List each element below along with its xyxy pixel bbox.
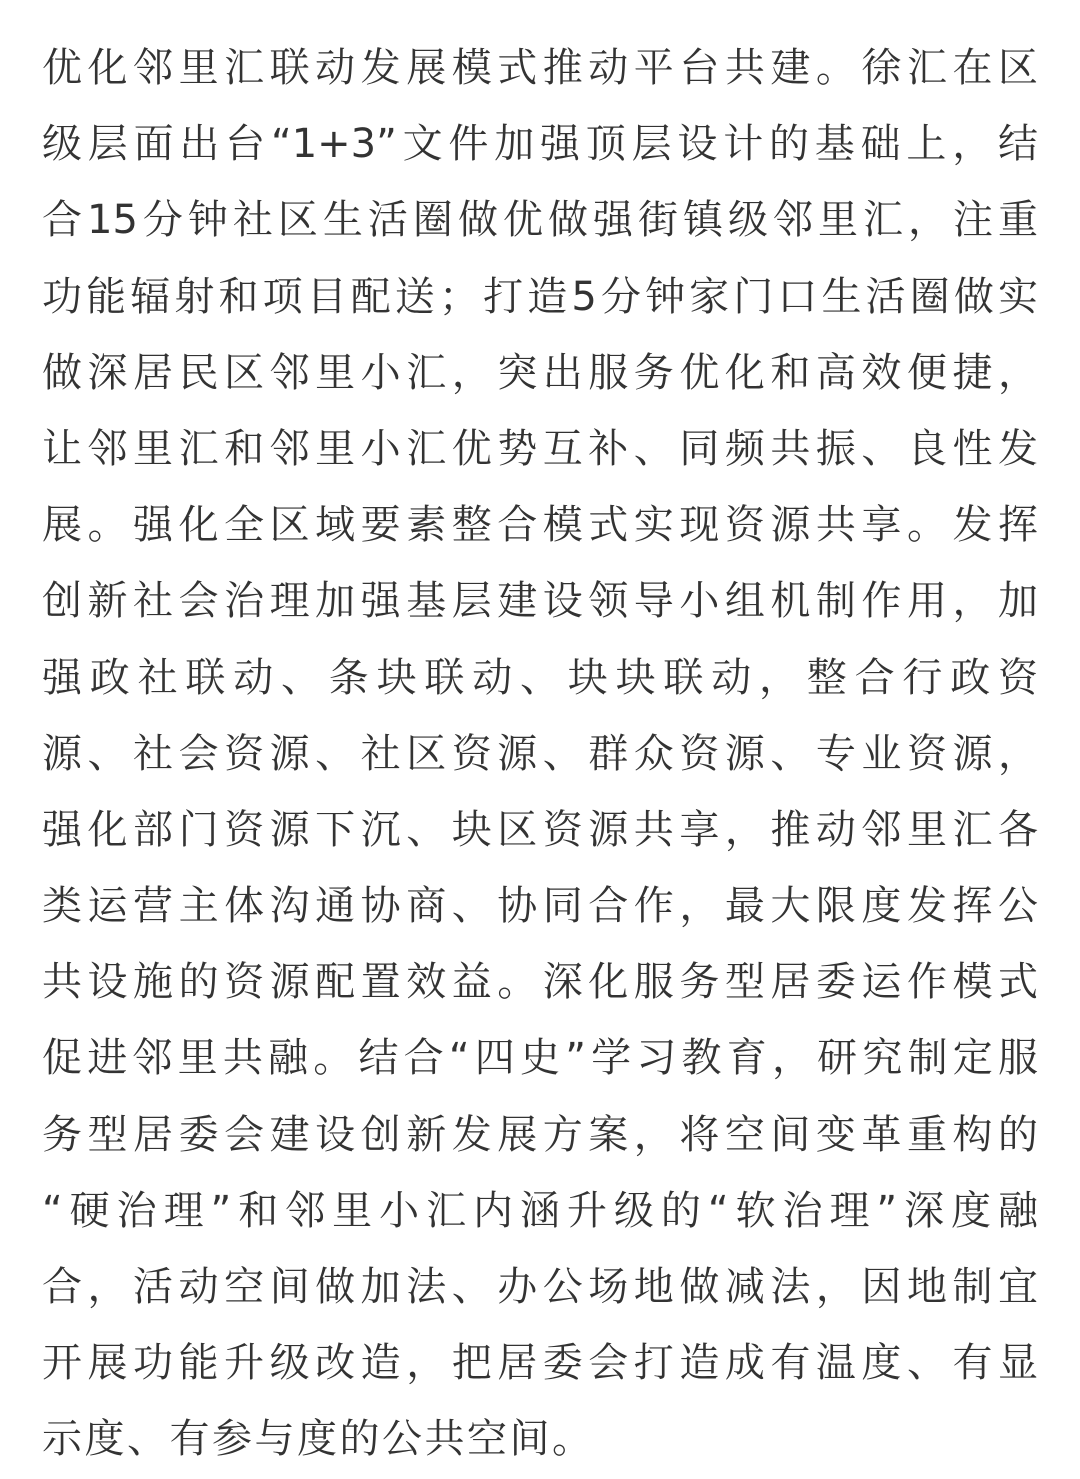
paragraph-line: 让邻里汇和邻里小汇优势互补、同频共振、良性发: [42, 425, 1038, 472]
paragraph-line: 合，活动空间做加法、办公场地做减法，因地制宜: [42, 1264, 1038, 1310]
paragraph-line: 展。强化全区域要素整合模式实现资源共享。发挥: [42, 502, 1038, 549]
paragraph-line: 优化邻里汇联动发展模式推动平台共建。徐汇在区: [42, 45, 1038, 91]
paragraph-line: 级层面出台“1+3”文件加强顶层设计的基础上，结: [42, 121, 1038, 168]
paragraph-line-last: 示度、有参与度的公共空间。: [42, 1416, 595, 1463]
paragraph-line: 促进邻里共融。结合“四史”学习教育，研究制定服: [42, 1035, 1038, 1082]
article-body: [42, 30, 1038, 1478]
paragraph-line: 开展功能升级改造，把居委会打造成有温度、有显: [42, 1340, 1038, 1387]
paragraph-line: 创新社会治理加强基层建设领导小组机制作用，加: [42, 578, 1038, 625]
paragraph-line: 强政社联动、条块联动、块块联动，整合行政资: [42, 654, 1038, 701]
paragraph-line: 强化部门资源下沉、块区资源共享，推动邻里汇各: [42, 806, 1038, 853]
paragraph-line: 类运营主体沟通协商、协同合作，最大限度发挥公: [42, 883, 1038, 930]
paragraph-line: 务型居委会建设创新发展方案，将空间变革重构的: [42, 1111, 1038, 1158]
paragraph-line: 源、社会资源、社区资源、群众资源、专业资源，: [42, 730, 1038, 777]
paragraph-line: 合15分钟社区生活圈做优做强街镇级邻里汇，注重: [42, 197, 1038, 244]
paragraph-line: 做深居民区邻里小汇，突出服务优化和高效便捷，: [42, 349, 1038, 396]
paragraph-line: 功能辐射和项目配送；打造5分钟家门口生活圈做实: [42, 273, 1038, 320]
paragraph-line: 共设施的资源配置效益。深化服务型居委运作模式: [42, 959, 1038, 1006]
paragraph-line: “硬治理”和邻里小汇内涵升级的“软治理”深度融: [42, 1187, 1038, 1234]
